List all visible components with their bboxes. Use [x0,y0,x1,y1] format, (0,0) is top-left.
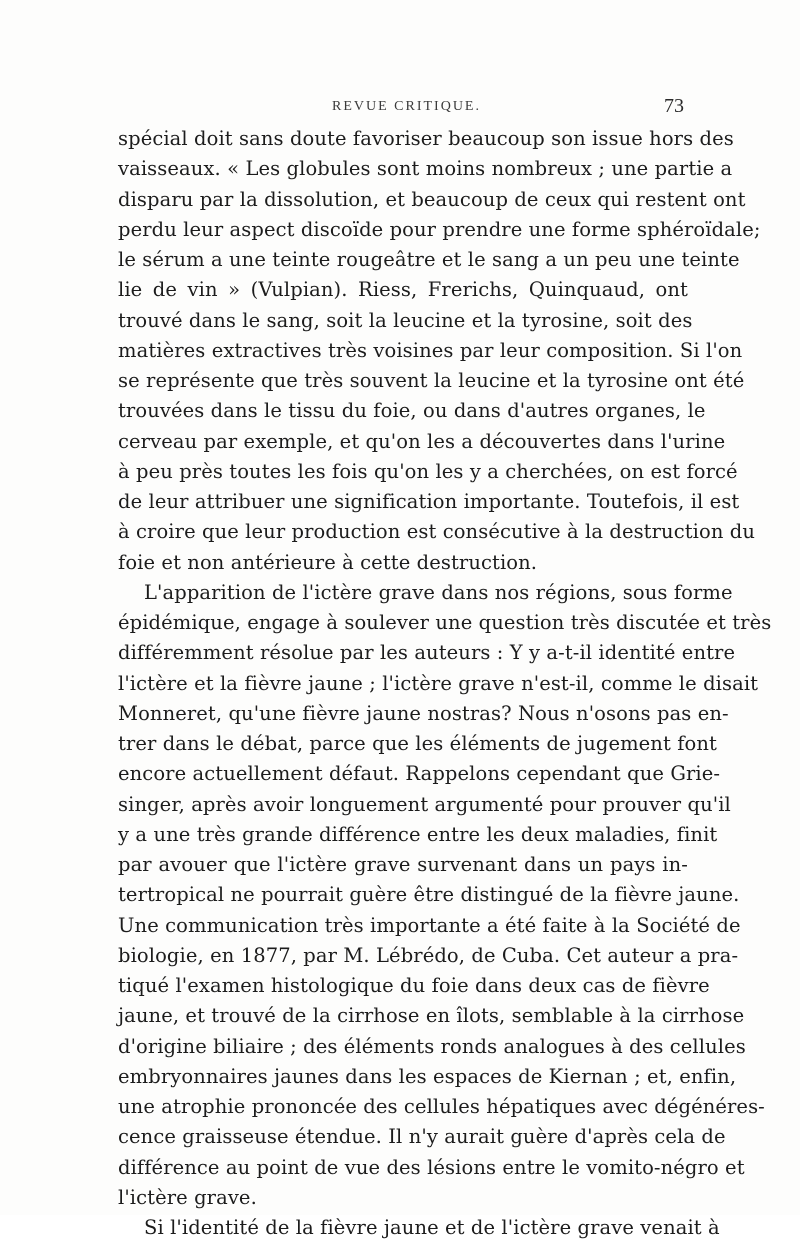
text-line: différemment résolue par les auteurs : Y y a-t-il identité entre [118,641,736,665]
body-text [118,124,772,1243]
text-line: différence au point de vue des lésions entre le vomito-négro et [118,1155,745,1179]
text-line: cerveau par exemple, et qu'on les a découvertes dans l'urine [118,429,726,453]
text-line: disparu par la dissolution, et beaucoup de ceux qui restent ont [118,187,746,211]
text-line: perdu leur aspect discoïde pour prendre une forme sphéroïdale; [118,217,761,241]
text-line: y a une très grande différence entre les deux maladies, finit [118,822,718,846]
paragraph-first-line: L'apparition de l'ictère grave dans nos régions, sous forme [144,580,733,604]
page-header [118,95,684,123]
text-line: spécial doit sans doute favoriser beaucoup son issue hors des [118,127,734,150]
paragraph-first-line: Si l'identité de la fièvre jaune et de l'ictère grave venait à [144,1216,720,1239]
paragraph-last-line: l'ictère grave. [118,1185,257,1209]
text-line: le sérum a une teinte rougeâtre et le sang a un peu une teinte [118,248,740,271]
text-line: de leur attribuer une signification importante. Toutefois, il est [118,490,740,513]
text-line: cence graisseuse étendue. Il n'y aurait guère d'après cela de [118,1125,726,1149]
text-line: embryonnaires jaunes dans les espaces de Kiernan ; et, enfin, [118,1064,737,1088]
text-line: biologie, en 1877, par M. Lébrédo, de Cuba. Cet auteur a pra- [118,943,739,967]
text-line: par avouer que l'ictère grave survenant dans un pays in- [118,853,688,876]
text-line: lie de vin » (Vulpian). Riess, Frerichs, Quinquaud, ont [118,278,688,302]
text-line: jaune, et trouvé de la cirrhose en îlots, semblable à la cirrhose [118,1004,745,1028]
text-line: l'ictère et la fièvre jaune ; l'ictère grave n'est-il, comme le disait [118,671,759,695]
page-number: 73 [664,95,684,117]
text-line: à croire que leur production est consécutive à la destruction du [118,520,756,544]
text-line: à peu près toutes les fois qu'on les y a cherchées, on est forcé [118,459,738,483]
text-line: Monneret, qu'une fièvre jaune nostras? Nous n'osons pas en- [118,701,729,725]
text-line: matières extractives très voisines par leur composition. Si l'on [118,338,743,362]
text-line: trouvées dans le tissu du foie, ou dans d'autres organes, le [118,399,706,423]
text-line: Une communication très importante a été faite à la Société de [118,913,741,937]
text-line: trer dans le débat, parce que les éléments de jugement font [118,732,717,755]
text-line: d'origine biliaire ; des éléments ronds analogues à des cellules [118,1034,746,1058]
text-line: épidémique, engage à soulever une question très discutée et très [118,611,772,634]
text-line: encore actuellement défaut. Rappelons cependant que Grie- [118,762,721,786]
text-line: tiqué l'examen histologique du foie dans deux cas de fièvre [118,974,710,997]
text-line: vaisseaux. « Les globules sont moins nombreux ; une partie a [118,157,733,181]
text-line: une atrophie prononcée des cellules hépatiques avec dégénéres- [118,1095,765,1118]
text-line: trouvé dans le sang, soit la leucine et la tyrosine, soit des [118,308,693,332]
running-head: REVUE CRITIQUE. [332,99,481,114]
text-line: singer, après avoir longuement argumenté pour prouver qu'il [118,792,731,816]
paragraph-last-line: foie et non antérieure à cette destruction. [118,550,538,574]
text-line: se représente que très souvent la leucine et la tyrosine ont été [118,369,745,392]
text-line: tertropical ne pourrait guère être distingué de la fièvre jaune. [118,883,740,907]
